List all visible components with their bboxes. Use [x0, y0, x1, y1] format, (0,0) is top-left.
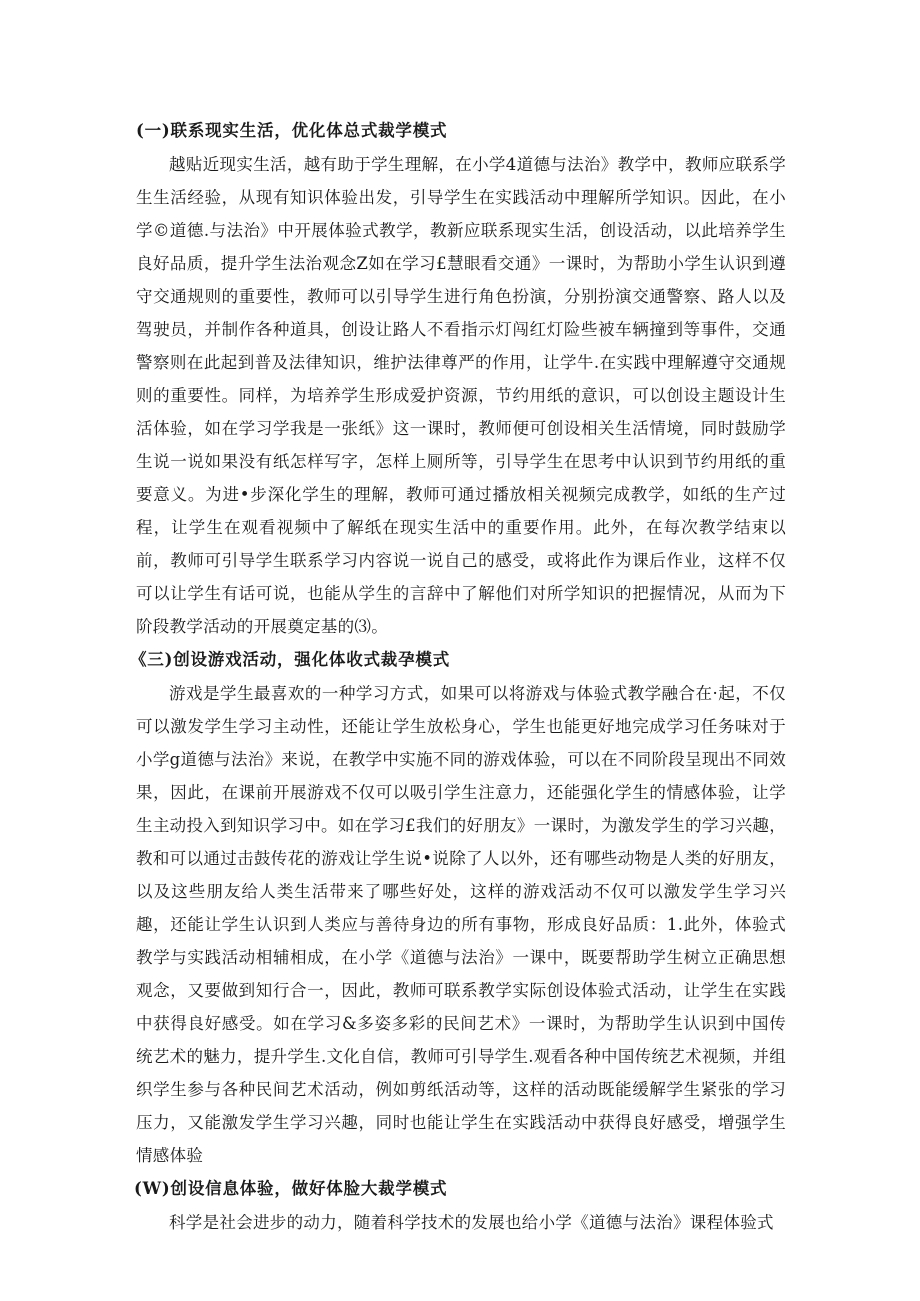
section-heading-4: (W)创设信息体验，做好体脸大裁学模式	[134, 1179, 448, 1198]
section-heading-1: (一)联系现实生活，优化体总式裁学模式	[136, 121, 448, 140]
section-paragraph-1: 越贴近现实生活，越有助于学生理解，在小学4道德与法治》教学中，教师应联系学生生活经验，从现有知识体验出发，引导学生在实践活动中理解所学知识。因此，在小学©道德.与法治》中开展体验式教学，教新应联系现实生活，创设活动，以此培养学生良好品质，提升学生法治观念Z如在学习£慧眼看交通》一课时，为帮助小学生认识到遵守交通规则的重要性，教师可以引导学生进行角色扮演，分别扮演交通警察、路人以及驾驶员，并制作各种道具，创设让路人不看指示灯闯红灯险些被车辆撞到等事件，交通警察则在此起到普及法律知识，维护法律尊严的作用，让学牛.在实践中理解遵守交通规则的重要性。同样，为培养学生形成爱护资源，节约用纸的意识，可以创设主题设计生活体验，如在学习学我是一张纸》这一课时，教师便可创设相关生活情境，同时鼓励学生说一说如果没有纸怎样写字，怎样上厕所等，引导学生在思考中认识到节约用纸的重要意义。为进•步深化学生的理解，教师可通过播放相关视频完成教学，如纸的生产过程，让学生在观看视频中了解纸在现实生活中的重要作用。此外，在每次教学结束以前，教师可引导学生联系学习内容说一说自己的感受，或将此作为课后作业，这样不仅可以让学生有话可说，也能从学生的言辞中了解他们对所学知识的把握情况，从而为下阶段教学活动的开展奠定基的⑶。	[136, 155, 786, 636]
section-heading-3: 《三)创设游戏活动，强化体收式裁孕模式	[130, 650, 451, 669]
document-page	[130, 118, 786, 1239]
section-paragraph-4: 科学是社会进步的动力，随着科学技术的发展也给小学《道德与法治》课程体验式	[169, 1213, 774, 1232]
section-paragraph-3: 游戏是学生最喜欢的一种学习方式，如果可以将游戏与体验式教学融合在·起，不仅可以激发学生学习主动性，还能让学生放松身心，学生也能更好地完成学习任务味对于小学g道德与法治》来说，在教学中实施不同的游戏体验，可以在不同阶段呈现出不同效果，因此，在课前开展游戏不仅可以吸引学生注意力，还能强化学生的情感体验，让学生主动投入到知识学习中。如在学习£我们的好朋友》一课时，为激发学生的学习兴趣，教和可以通过击鼓传花的游戏让学生说•说除了人以外，还有哪些动物是人类的好朋友，以及这些朋友给人类生活带来了哪些好处，这样的游戏活动不仅可以激发学生学习兴趣，还能让学生认识到人类应与善待身边的所有事物，形成良好品质：1.此外，体验式教学与实践活动相辅相成，在小学《道德与法治》一课中，既要帮助学生树立正确思想观念，又要做到知行合一，因此，教师可联系教学实际创设体验式活动，让学生在实践中获得良好感受。如在学习&多姿多彩的民间艺术》一课时，为帮助学生认识到中国传统艺术的魅力，提升学生.文化自信，教师可引导学生.观看各种中国传统艺术视频，并组织学生参与各种民间艺术活动，例如剪纸活动等，这样的活动既能缓解学生紧张的学习压力，又能激发学生学习兴趣，同时也能让学生在实践活动中获得良好感受，增强学生情感体验	[136, 684, 786, 1165]
